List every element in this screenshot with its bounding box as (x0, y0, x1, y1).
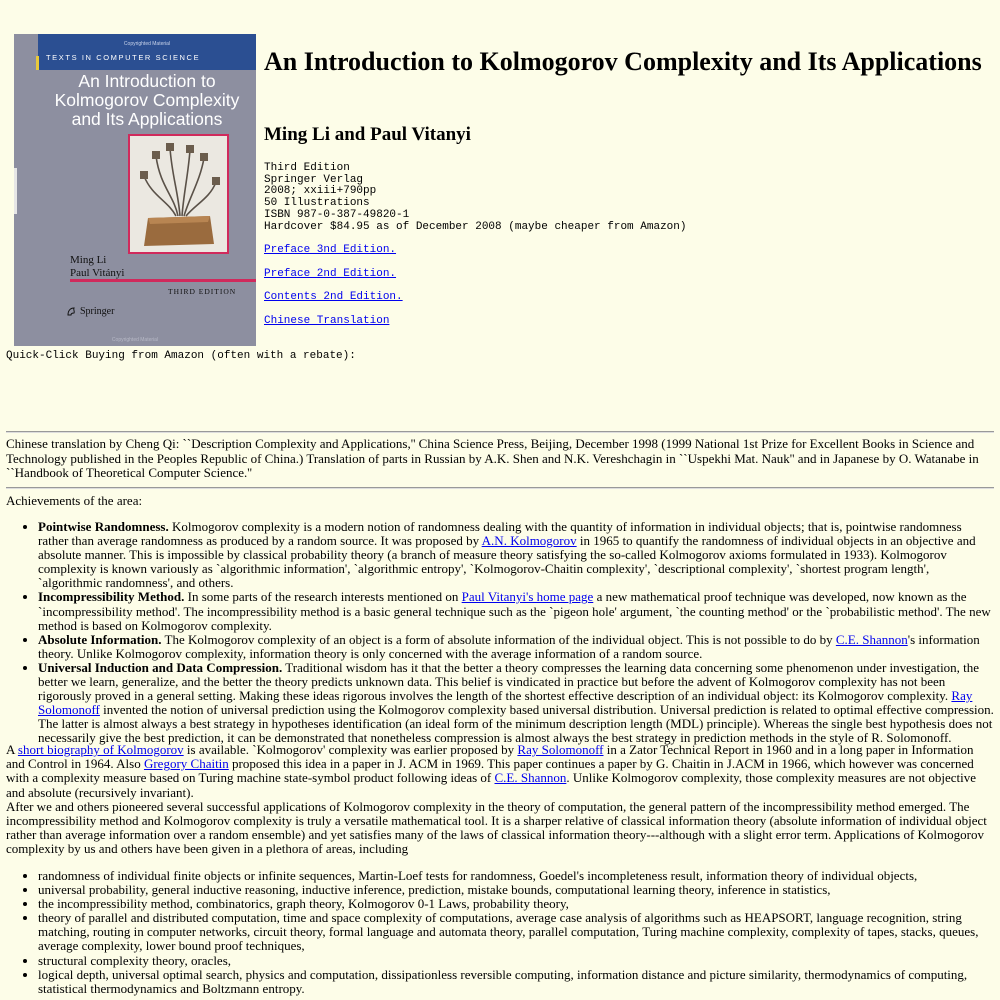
item-heading: Pointwise Randomness. (38, 519, 169, 534)
bio-text: . Unlike Kolmogorov complexity, those complexity measures are not objective and absolute (recursively invariant). (6, 770, 977, 800)
bio-text: is available. `Kolmogorov' complexity was earlier proposed by (183, 742, 518, 757)
cover-authors (70, 254, 124, 280)
item-text: in 1965 to quantify the randomness of individual objects in an objective and absolute manner. This is impossible by classical probability theory (a branch of measure theory satisfying the so-called Kolmogorov axioms formulated in 1933). Kolmogorov complexity is known variously as `algorithmic information', `algorithmic entropy', `Kolmogorov-Chaitin complexity', `descriptional complexity', `shortest program length', `algorithmic randomness', and others. (38, 533, 976, 591)
link-shannon[interactable]: C.E. Shannon (494, 770, 567, 786)
book-illustrations: 50 Illustrations (264, 197, 370, 210)
springer-horse-icon (66, 306, 77, 317)
link-contents-2nd[interactable]: Contents 2nd Edition. (264, 291, 403, 303)
item-heading: Incompressibility Method. (38, 589, 185, 605)
cover-author-1: Ming Li (70, 254, 107, 266)
achievements-heading: Achievements of the area: (6, 493, 143, 508)
bio-text: A (6, 742, 18, 757)
item-text: 's information theory. Unlike Kolmogorov complexity, information theory is only concerned with the average information of a random source. (38, 631, 980, 661)
link-preface-2nd[interactable]: Preface 2nd Edition. (264, 267, 397, 280)
item-text: The Kolmogorov complexity of an object is a form of absolute information of the individual object. This is not possible to do by (161, 631, 836, 647)
cover-sculpture-picture (128, 134, 229, 254)
bio-text: proposed this idea in a paper in J. ACM in 1969. This paper continues a paper by G. Chaitin in J.ACM in 1966, which however was concerned with a complexity measure based on Turing machine state-symbol product following ideas of (6, 756, 974, 786)
item-heading: Universal Induction and Data Compression. (38, 659, 283, 675)
divider (6, 487, 994, 489)
cover-series: TEXTS IN COMPUTER SCIENCE (46, 53, 201, 62)
book-isbn: ISBN 987-0-387-49820-1 (264, 208, 410, 221)
sculpture-illustration (130, 136, 227, 252)
applications-intro: After we and others pioneered several successful applications of Kolmogorov complexity in the theory of computation, the general pattern of the incompressibility method emerged. The incompressibility method and Kolmogorov complexity is truly a versatile mathematical tool. It is a sharper relative of classical information theory (absolute information of individual object rather than average information over a random ensemble) and yet satisfies many of the laws of classical information theory---although with a slight error term. Applications of Kolmogorov complexity by us and others have been given in a plethora of areas, including (6, 798, 987, 857)
link-solomonoff[interactable]: Ray Solomonoff (38, 688, 973, 718)
link-chaitin[interactable]: Gregory Chaitin (143, 756, 229, 772)
book-edition: Third Edition (264, 162, 350, 174)
item-text: Traditional wisdom has it that the better a theory compresses the learning data concerning some phenomenon under investigation, the better we learn, generalize, and the better the theory predicts unknown data. This belief is vindicated in practice but before the advent of Kolmogorov complexity has not been rigorously proved in a general setting. Making these ideas rigorous involves the length of the shortest effective description of an individual object: its Kolmogorov complexity. (38, 659, 980, 704)
bio-text: in a Zator Technical Report in 1960 and in a long paper in Information and Control in 1964. Also (6, 742, 974, 772)
cover-accent-bar (36, 56, 39, 70)
cover-series-band (38, 34, 256, 70)
page-authors: Ming Li and Paul Vitanyi (264, 124, 471, 145)
item-heading: Absolute Information. (38, 631, 162, 647)
cover-publisher-label: Springer (80, 306, 115, 317)
link-kolmogorov[interactable]: A.N. Kolmogorov (481, 533, 577, 549)
book-links (264, 244, 403, 338)
cover-publisher (66, 306, 114, 317)
list-item (38, 520, 994, 590)
link-kolmogorov-biography[interactable]: short biography of Kolmogorov (17, 742, 184, 757)
list-item: • theory of parallel and distributed computation, time and space complexity of computations, average case analysis of algorithms such as HEAPSORT, language recognition, string matching, routing in computer networks, circuit theory, formal language and automata theory, parallel computation, Turing machine complexity, complexity of tapes, stacks, queues, average complexity, lower bound proof techniques, (38, 911, 994, 953)
book-price: Hardcover $84.95 as of December 2008 (maybe cheaper from Amazon) (264, 220, 687, 233)
cover-red-rule (70, 279, 256, 282)
link-solomonoff[interactable]: Ray Solomonoff (517, 742, 604, 757)
cover-copyright-bottom: Copyrighted Material (111, 337, 159, 343)
book-pages: 2008; xxiii+790pp (264, 185, 377, 198)
cover-title: An Introduction to Kolmogorov Complexity and Its Applications (54, 71, 240, 129)
list-item: • universal probability, general inductive reasoning, inductive inference, prediction, mistake bounds, computational learning theory, inference in statistics, (38, 883, 994, 897)
page-title: An Introduction to Kolmogorov Complexity and Its Applications (264, 47, 982, 76)
cover-author-2: Paul Vitányi (70, 267, 125, 279)
cover-edition: THIRD EDITION (168, 287, 237, 296)
amazon-quick-click: Quick-Click Buying from Amazon (often with a rebate): (6, 350, 356, 362)
biography-section (6, 743, 992, 857)
list-item: • the incompressibility method, combinatorics, graph theory, Kolmogorov 0-1 Laws, probability theory, (38, 897, 994, 911)
item-text: a new mathematical proof technique was developed, now known as the `incompressibility method'. The incompressibility method is a basic general technique such as the `pigeon hole' argument, `the counting method' or the `probabilistic method'. The new method is based on Kolmogorov complexity. (38, 589, 991, 633)
application-areas-list (6, 869, 994, 996)
book-details (264, 163, 686, 233)
list-item: • structural complexity theory, oracles, (38, 954, 994, 968)
divider (6, 431, 994, 433)
list-item (38, 590, 994, 632)
list-item (38, 661, 994, 746)
link-preface-3rd[interactable]: Preface 3nd Edition. (264, 244, 397, 256)
link-vitanyi-home[interactable]: Paul Vitanyi's home page (461, 589, 594, 605)
list-item (38, 633, 994, 661)
book-cover-image (14, 34, 256, 346)
book-publisher: Springer Verlag (264, 173, 364, 186)
list-item: • logical depth, universal optimal search, physics and computation, dissipationless reversible computing, information distance and picture similarity, thermodynamics of computing, statistical thermodynamics and Boltzmann entropy. (38, 968, 994, 996)
cover-copyright-top: Copyrighted Material (123, 41, 171, 47)
translation-note: Chinese translation by Cheng Qi: ``Description Complexity and Applications,'' China Science Press, Beijing, December 1998 (1999 National 1st Prize for Excellent Books in Science and Technology published in the Peoples Republic of China.) Translation of parts in Russian by A.K. Shen and N.K. Vereshchagin in ``Uspekhi Mat. Nauk'' and in Japanese by O. Watanabe in ``Handbook of Theoretical Computer Science.'' (6, 436, 979, 481)
list-item: • randomness of individual finite objects or infinite sequences, Martin-Loef tests for randomness, Goedel's incompleteness result, information theory of individual objects, (38, 869, 994, 883)
link-chinese-translation[interactable]: Chinese Translation (264, 314, 390, 327)
item-text: Kolmogorov complexity is a modern notion of randomness dealing with the quantity of information in individual objects; that is, pointwise randomness rather than average randomness as produced by a random source. It was proposed by (38, 519, 962, 549)
item-text: invented the notion of universal prediction using the Kolmogorov complexity based universal distribution. Universal prediction is related to optimal effective compression. The latter is almost always a best strategy in hypotheses identification (an ideal form of the minimum description length (MDL) principle). Whereas the single best hypothesis does not necessarily give the best prediction, it can be demonstrated that nonetheless compression is almost always the best strategy in prediction methods in the style of R. Solomonoff. (38, 702, 994, 746)
link-shannon[interactable]: C.E. Shannon (835, 631, 908, 647)
achievements-list (6, 520, 994, 746)
item-text: In some parts of the research interests mentioned on (184, 589, 462, 605)
cover-edge-mark (14, 168, 17, 214)
